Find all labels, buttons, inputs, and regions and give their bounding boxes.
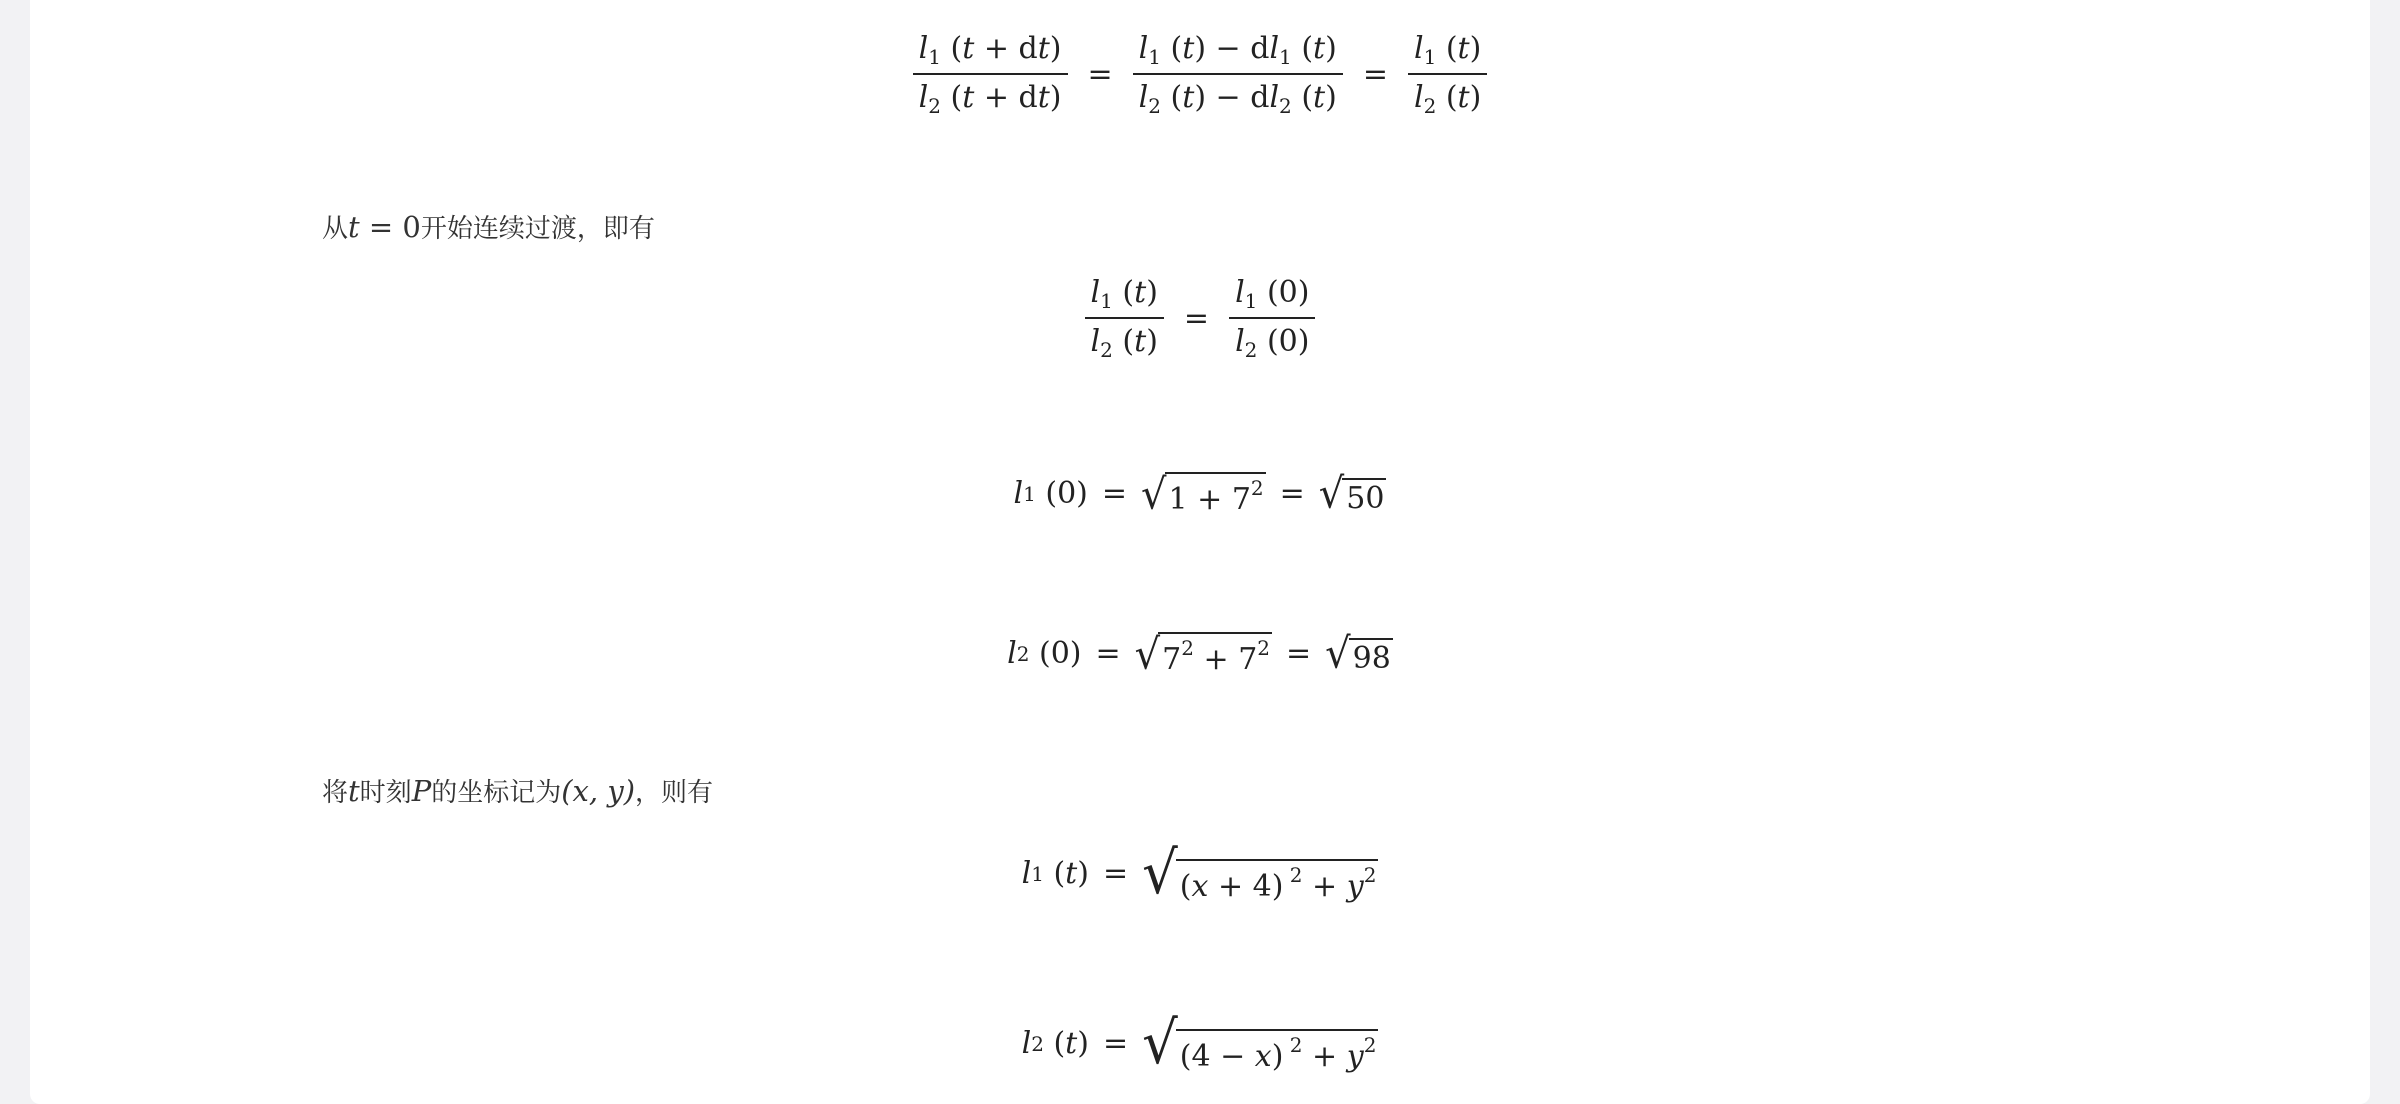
math-coordinate: (x, y) xyxy=(561,774,636,808)
fraction-rhs: $\frac{l_1 (t)}{l_2 (t)}$ xyxy=(1408,34,1487,116)
document-page xyxy=(30,0,2370,1104)
equation-l2-initial: l 2 (0) = √ $7^2 + 7^2$ = √ 98 xyxy=(1007,629,1391,680)
math-zero: 0 xyxy=(402,210,421,244)
math-var-P: P xyxy=(411,774,432,808)
equation-l1-t: l 1 ( t ) = √ (x + 4) $^2 + y^2$ xyxy=(1021,839,1377,908)
equation-ratio-initial: $\frac{l_1 (t)}{l_2 (t)}$ = $\frac{l_1 (0)}{l_2 (0)}$ xyxy=(30,278,2370,360)
math-var-t: t xyxy=(348,210,360,244)
text-segment: 从 xyxy=(322,214,349,244)
paragraph-continuous-transition xyxy=(322,208,655,245)
text-segment: ，则有 xyxy=(635,778,714,808)
equation-l2-t: l 2 ( t ) = √ (4 − x) $^2 + y^2$ xyxy=(1021,1009,1377,1078)
paragraph-coordinates xyxy=(322,772,713,809)
math-equals: = xyxy=(359,210,403,244)
text-segment: 的坐标记为 xyxy=(431,778,562,808)
text-segment: 时刻 xyxy=(359,778,412,808)
fraction-lhs: $\frac{l_1 (t + dt)}{l_2 (t + dt)}$ xyxy=(913,34,1068,116)
math-var-t: t xyxy=(348,774,360,808)
fraction-mid: $\frac{l_1 (t) - dl_1 (t)}{l_2 (t) - dl_2 (t)}$ xyxy=(1133,34,1343,116)
text-segment: 将 xyxy=(322,778,349,808)
equation-ratio-continuity: $\frac{l_1 (t + dt)}{l_2 (t + dt)}$ = $\frac{l_1 (t) - dl_1 (t)}{l_2 (t) - dl_2 (t)}$ = $\frac{l_1 (t)}{l_2 (t)}$ xyxy=(30,34,2370,116)
equation-l1-initial: l 1 (0) = √ $1 + 7^2$ = √ 50 xyxy=(1013,469,1385,520)
text-segment: 开始连续过渡，即有 xyxy=(420,214,655,244)
